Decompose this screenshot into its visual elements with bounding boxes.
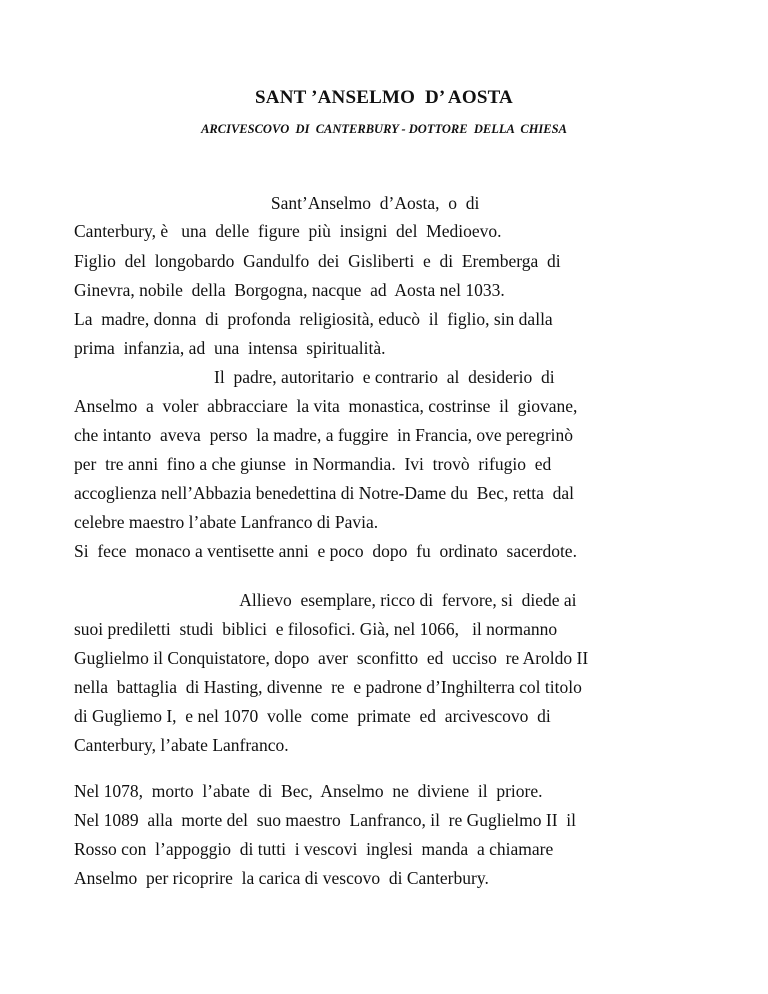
text-line: celebre maestro l’abate Lanfranco di Pavia. bbox=[74, 512, 379, 532]
text-line: Canterbury, l’abate Lanfranco. bbox=[74, 735, 289, 755]
text-line: Nel 1089 alla morte del suo maestro Lanfranco, il re Guglielmo II il bbox=[74, 810, 577, 830]
text-line: per tre anni fino a che giunse in Normandia. Ivi trovò rifugio ed bbox=[74, 454, 552, 474]
text-line: Figlio del longobardo Gandulfo dei Gisliberti e di Eremberga di bbox=[74, 251, 561, 271]
document-subtitle: ARCIVESCOVO DI CANTERBURY - DOTTORE DELLA CHIESA bbox=[201, 122, 567, 136]
text-line: Ginevra, nobile della Borgogna, nacque ad Aosta nel 1033. bbox=[74, 280, 505, 300]
text-line: suoi prediletti studi biblici e filosofici. Già, nel 1066, il normanno bbox=[74, 619, 558, 639]
text-line: Canterbury, è una delle figure più insigni del Medioevo. bbox=[74, 221, 502, 241]
text-line: che intanto aveva perso la madre, a fuggire in Francia, ove peregrinò bbox=[74, 425, 574, 445]
text-line: di Gugliemo I, e nel 1070 volle come primate ed arcivescovo di bbox=[74, 706, 551, 726]
text-line: Sant’Anselmo d’Aosta, o di bbox=[74, 193, 480, 213]
text-line: Anselmo per ricoprire la carica di vescovo di Canterbury. bbox=[74, 868, 489, 888]
text-line: La madre, donna di profonda religiosità, educò il figlio, sin dalla bbox=[74, 309, 553, 329]
text-line: Si fece monaco a ventisette anni e poco dopo fu ordinato sacerdote. bbox=[74, 541, 577, 561]
document-title: SANT ’ANSELMO D’ AOSTA bbox=[255, 87, 513, 108]
text-line: Il padre, autoritario e contrario al desiderio di bbox=[74, 367, 555, 387]
text-line: Rosso con l’appoggio di tutti i vescovi inglesi manda a chiamare bbox=[74, 839, 554, 859]
text-line: Nel 1078, morto l’abate di Bec, Anselmo ne diviene il priore. bbox=[74, 781, 543, 801]
text-line: prima infanzia, ad una intensa spiritualità. bbox=[74, 338, 386, 358]
text-line: Anselmo a voler abbracciare la vita monastica, costrinse il giovane, bbox=[74, 396, 578, 416]
text-line: Guglielmo il Conquistatore, dopo aver sconfitto ed ucciso re Aroldo II bbox=[74, 648, 589, 668]
text-line: nella battaglia di Hasting, divenne re e padrone d’Inghilterra col titolo bbox=[74, 677, 582, 697]
text-line: accoglienza nell’Abbazia benedettina di Notre-Dame du Bec, retta dal bbox=[74, 483, 574, 503]
text-line: Allievo esemplare, ricco di fervore, si diede ai bbox=[74, 590, 577, 610]
